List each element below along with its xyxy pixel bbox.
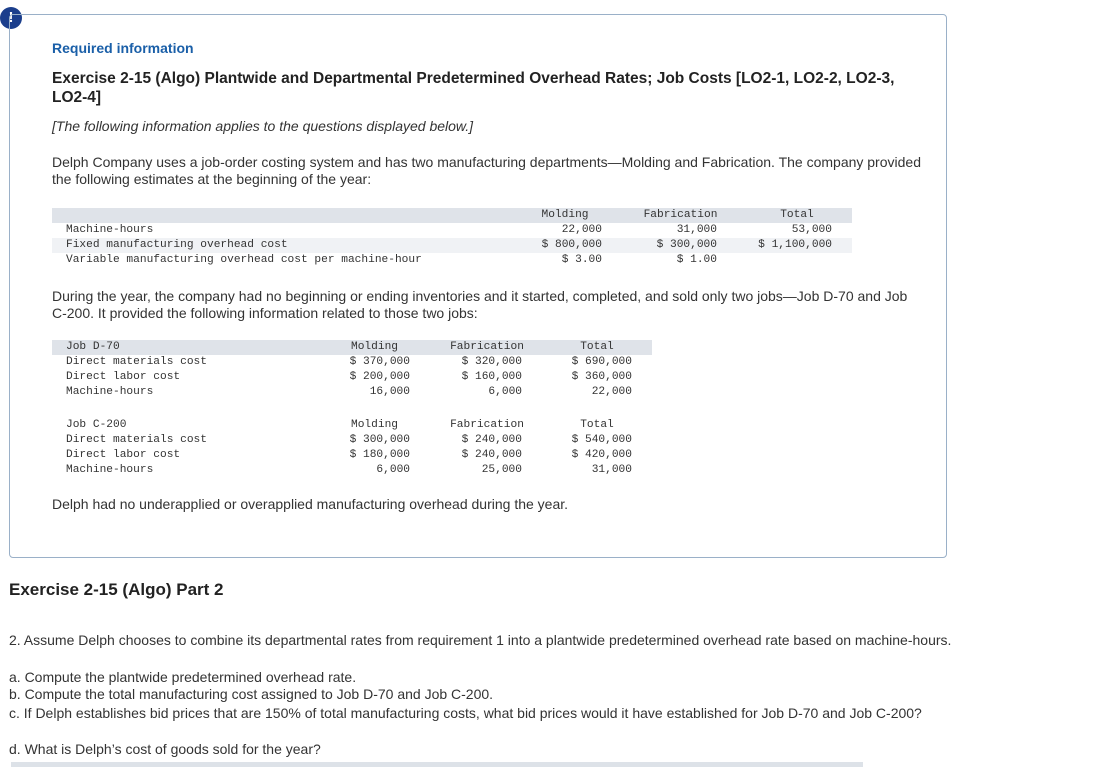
cell-fabrication: 31,000 bbox=[676, 224, 717, 236]
cell-molding: $ 300,000 bbox=[349, 434, 410, 446]
question-b: b. Compute the total manufacturing cost assigned to Job D-70 and Job C-200. bbox=[9, 686, 494, 702]
col-header-total: Total bbox=[580, 419, 614, 431]
part-title: Exercise 2-15 (Algo) Part 2 bbox=[9, 580, 224, 599]
job-d70-table bbox=[52, 340, 652, 400]
cell-total: $ 1,100,000 bbox=[758, 239, 832, 251]
required-information-heading: Required information bbox=[52, 40, 194, 56]
cell-molding: $ 370,000 bbox=[349, 356, 410, 368]
col-header-fabrication: Fabrication bbox=[450, 419, 524, 431]
col-header-total: Total bbox=[780, 209, 814, 221]
col-header-total: Total bbox=[580, 341, 614, 353]
cell-fabrication: $ 320,000 bbox=[461, 356, 522, 368]
row-label: Machine-hours bbox=[66, 386, 154, 398]
row-label: Machine-hours bbox=[66, 224, 154, 236]
row-label: Direct labor cost bbox=[66, 449, 181, 461]
cell-fabrication: $ 240,000 bbox=[461, 434, 522, 446]
col-header-fabrication: Fabrication bbox=[450, 341, 524, 353]
question-c: c. If Delph establishes bid prices that are 150% of total manufacturing costs, what bid prices would it have established for Job D-70 and Job C-200? bbox=[9, 705, 922, 721]
cell-total: 53,000 bbox=[791, 224, 832, 236]
closing-paragraph: Delph had no underapplied or overapplied manufacturing overhead during the year. bbox=[52, 496, 569, 512]
job-title: Job C-200 bbox=[66, 419, 127, 431]
during-paragraph: During the year, the company had no beginning or ending inventories and it started, completed, and sold only two jobs—Job D-70 and Job C-200. It provided the following information related to those two jobs: bbox=[52, 288, 908, 321]
cell-molding: 16,000 bbox=[369, 386, 410, 398]
row-label: Direct materials cost bbox=[66, 356, 207, 368]
cell-total: 31,000 bbox=[591, 464, 632, 476]
cell-total: $ 690,000 bbox=[571, 356, 632, 368]
row-label: Direct labor cost bbox=[66, 371, 181, 383]
col-header-fabrication: Fabrication bbox=[643, 209, 718, 221]
alert-icon: ! bbox=[0, 7, 22, 29]
job-c200-table bbox=[52, 418, 652, 478]
col-header-molding: Molding bbox=[351, 341, 398, 353]
cell-fabrication: $ 240,000 bbox=[461, 449, 522, 461]
row-label: Fixed manufacturing overhead cost bbox=[66, 239, 288, 251]
cell-fabrication: $ 160,000 bbox=[461, 371, 522, 383]
estimates-table bbox=[52, 208, 852, 268]
question-intro: 2. Assume Delph chooses to combine its departmental rates from requirement 1 into a plantwide predetermined overhead rate based on machine-hours. bbox=[9, 632, 952, 648]
row-label: Direct materials cost bbox=[66, 434, 207, 446]
row-label: Machine-hours bbox=[66, 464, 154, 476]
cell-fabrication: 6,000 bbox=[488, 386, 522, 398]
cell-molding: 22,000 bbox=[561, 224, 602, 236]
cell-fabrication: 25,000 bbox=[481, 464, 522, 476]
cell-total: 22,000 bbox=[591, 386, 632, 398]
cell-fabrication: $ 1.00 bbox=[676, 254, 717, 266]
cell-molding: $ 3.00 bbox=[561, 254, 602, 266]
question-d: d. What is Delph’s cost of goods sold for the year? bbox=[9, 741, 321, 757]
col-header-molding: Molding bbox=[541, 209, 589, 221]
exercise-title: Exercise 2-15 (Algo) Plantwide and Departmental Predetermined Overhead Rates; Job Costs [LO2-1, LO2-2, LO2-3, LO2-4] bbox=[52, 70, 895, 106]
cell-total: $ 420,000 bbox=[571, 449, 632, 461]
info-note: [The following information applies to the questions displayed below.] bbox=[52, 118, 474, 134]
cell-molding: $ 800,000 bbox=[541, 239, 602, 251]
col-header-molding: Molding bbox=[351, 419, 398, 431]
intro-paragraph: Delph Company uses a job-order costing system and has two manufacturing departments—Molding and Fabrication. The company provided the following estimates at the beginning of the year: bbox=[52, 154, 921, 187]
cell-molding: $ 180,000 bbox=[349, 449, 410, 461]
answer-area-divider bbox=[11, 762, 863, 767]
cell-molding: $ 200,000 bbox=[349, 371, 410, 383]
job-title: Job D-70 bbox=[66, 341, 120, 353]
row-label: Variable manufacturing overhead cost per machine-hour bbox=[66, 254, 422, 266]
cell-fabrication: $ 300,000 bbox=[656, 239, 717, 251]
cell-molding: 6,000 bbox=[376, 464, 410, 476]
cell-total: $ 540,000 bbox=[571, 434, 632, 446]
cell-total: $ 360,000 bbox=[571, 371, 632, 383]
question-a: a. Compute the plantwide predetermined overhead rate. bbox=[9, 669, 357, 685]
